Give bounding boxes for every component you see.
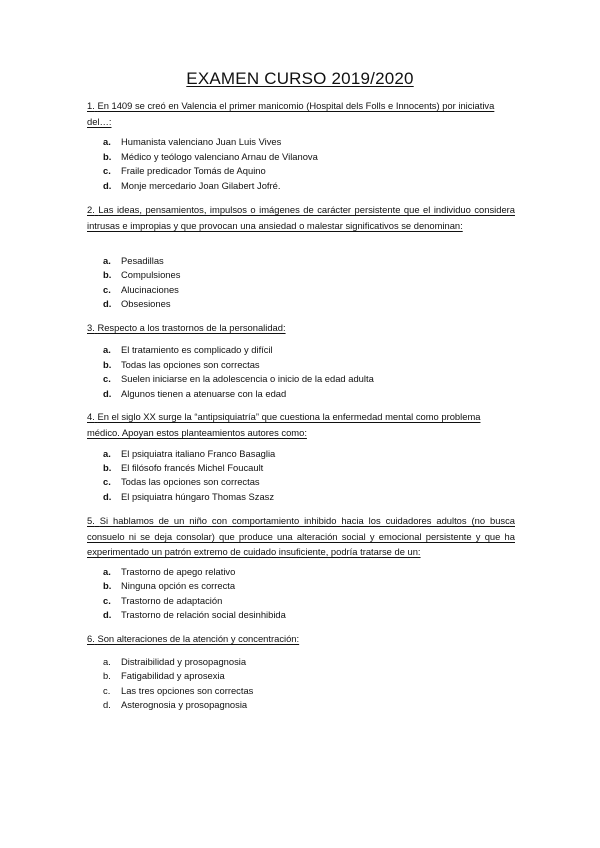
question-text: En el siglo XX surge la “antipsiquiatría” que cuestiona la enfermedad mental como problema médico. Apoyan estos planteamientos autores como: bbox=[87, 411, 481, 438]
question-number: 1. bbox=[87, 100, 95, 111]
option-text: Médico y teólogo valenciano Arnau de Vilanova bbox=[121, 151, 318, 162]
option-letter: d. bbox=[103, 699, 111, 710]
option-letter: c. bbox=[103, 476, 111, 487]
option-letter: c. bbox=[103, 595, 111, 606]
option-letter: c. bbox=[103, 373, 111, 384]
option-text: Trastorno de adaptación bbox=[121, 595, 223, 606]
option-text: Todas las opciones son correctas bbox=[121, 359, 260, 370]
option-text: Fraile predicador Tomás de Aquino bbox=[121, 165, 266, 176]
option-2c bbox=[103, 283, 523, 298]
option-1a bbox=[103, 135, 523, 150]
option-5c bbox=[103, 594, 523, 609]
question-number: 5. bbox=[87, 515, 95, 526]
option-text: El filósofo francés Michel Foucault bbox=[121, 462, 264, 473]
option-letter: b. bbox=[103, 580, 112, 591]
option-letter: d. bbox=[103, 491, 112, 502]
question-text: En 1409 se creó en Valencia el primer manicomio (Hospital dels Folls e Innocents) por iniciativa del…: bbox=[87, 100, 495, 127]
page-title: EXAMEN CURSO 2019/2020 bbox=[186, 69, 414, 88]
option-2a bbox=[103, 254, 523, 269]
option-text: Obsesiones bbox=[121, 298, 171, 309]
question-6 bbox=[87, 631, 515, 647]
option-text: Trastorno de relación social desinhibida bbox=[121, 609, 286, 620]
question-number: 6. bbox=[87, 633, 95, 644]
option-4d bbox=[103, 490, 523, 505]
option-letter: d. bbox=[103, 609, 112, 620]
option-text: Ninguna opción es correcta bbox=[121, 580, 236, 591]
option-3a bbox=[103, 343, 523, 358]
option-5b bbox=[103, 579, 523, 594]
option-text: Fatigabilidad y aprosexia bbox=[121, 670, 225, 681]
option-letter: a. bbox=[103, 448, 111, 459]
option-text: El psiquiatra húngaro Thomas Szasz bbox=[121, 491, 275, 502]
option-text: Alucinaciones bbox=[121, 284, 179, 295]
option-1d bbox=[103, 179, 523, 194]
option-text: Trastorno de apego relativo bbox=[121, 566, 236, 577]
option-text: El tratamiento es complicado y difícil bbox=[121, 344, 273, 355]
option-letter: b. bbox=[103, 670, 111, 681]
option-text: Asterognosia y prosopagnosia bbox=[121, 699, 248, 710]
option-letter: c. bbox=[103, 284, 111, 295]
option-4a bbox=[103, 447, 523, 462]
option-text: El psiquiatra italiano Franco Basaglia bbox=[121, 448, 276, 459]
question-number: 3. bbox=[87, 322, 95, 333]
question-text: Si hablamos de un niño con comportamiento inhibido hacia los cuidadores adultos (no busca consuelo ni se deja consolar) que produce una alteración social y emocional persistente y que ha experimentado un patrón extremo de cuidado insuficiente, podría tratarse de un: bbox=[87, 515, 515, 557]
option-letter: a. bbox=[103, 255, 111, 266]
option-1b bbox=[103, 150, 523, 165]
option-4b bbox=[103, 461, 523, 476]
option-letter: a. bbox=[103, 656, 111, 667]
question-2 bbox=[87, 202, 515, 233]
question-5 bbox=[87, 513, 515, 560]
question-1 bbox=[87, 98, 515, 129]
option-3c bbox=[103, 372, 523, 387]
option-letter: b. bbox=[103, 462, 112, 473]
question-text: Las ideas, pensamientos, impulsos o imágenes de carácter persistente que el individuo considera intrusas e impropias y que provocan una ansiedad o malestar significativos se denominan: bbox=[87, 204, 515, 231]
option-text: Suelen iniciarse en la adolescencia o inicio de la edad adulta bbox=[121, 373, 374, 384]
option-6b bbox=[103, 669, 523, 684]
option-letter: d. bbox=[103, 180, 112, 191]
option-letter: a. bbox=[103, 136, 111, 147]
option-text: Distraibilidad y prosopagnosia bbox=[121, 656, 247, 667]
option-6a bbox=[103, 655, 523, 670]
option-3d bbox=[103, 387, 523, 402]
option-letter: a. bbox=[103, 344, 111, 355]
option-letter: b. bbox=[103, 269, 112, 280]
option-text: Monje mercedario Joan Gilabert Jofré. bbox=[121, 180, 281, 191]
option-6c bbox=[103, 684, 523, 699]
option-letter: b. bbox=[103, 151, 112, 162]
question-text: Son alteraciones de la atención y concentración: bbox=[97, 633, 300, 644]
option-2b bbox=[103, 268, 523, 283]
option-letter: b. bbox=[103, 359, 112, 370]
question-4 bbox=[87, 409, 515, 440]
question-text: Respecto a los trastornos de la personalidad: bbox=[97, 322, 286, 333]
option-letter: c. bbox=[103, 685, 111, 696]
option-letter: d. bbox=[103, 298, 112, 309]
option-letter: c. bbox=[103, 165, 111, 176]
option-5d bbox=[103, 608, 523, 623]
option-4c bbox=[103, 475, 523, 490]
option-text: Algunos tienen a atenuarse con la edad bbox=[121, 388, 287, 399]
option-text: Humanista valenciano Juan Luis Vives bbox=[121, 136, 282, 147]
option-text: Todas las opciones son correctas bbox=[121, 476, 260, 487]
question-number: 4. bbox=[87, 411, 95, 422]
option-2d bbox=[103, 297, 523, 312]
option-3b bbox=[103, 358, 523, 373]
option-text: Las tres opciones son correctas bbox=[121, 685, 254, 696]
option-5a bbox=[103, 565, 523, 580]
option-text: Pesadillas bbox=[121, 255, 164, 266]
option-letter: a. bbox=[103, 566, 111, 577]
option-1c bbox=[103, 164, 523, 179]
option-letter: d. bbox=[103, 388, 112, 399]
option-text: Compulsiones bbox=[121, 269, 181, 280]
question-number: 2. bbox=[87, 204, 95, 215]
option-6d bbox=[103, 698, 523, 713]
question-3 bbox=[87, 320, 515, 336]
